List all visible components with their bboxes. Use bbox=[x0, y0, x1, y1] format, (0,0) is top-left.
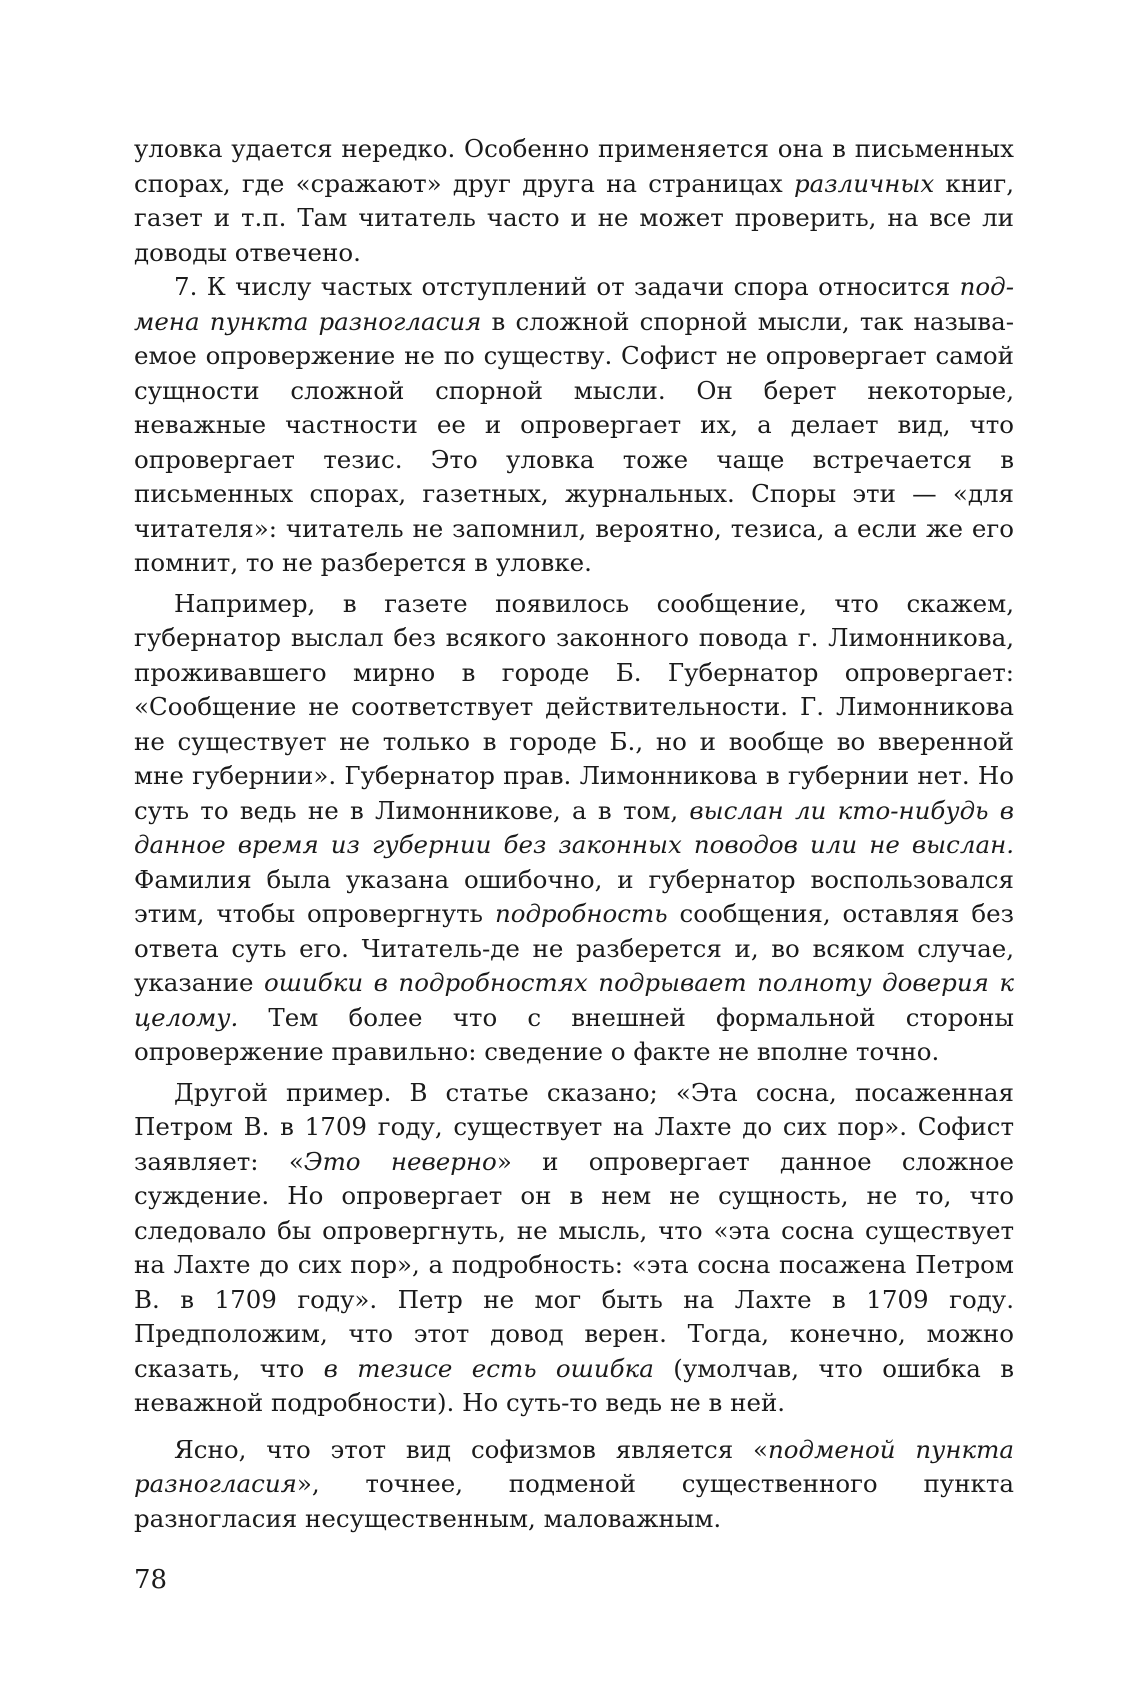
paragraph-3 bbox=[134, 587, 1014, 1070]
paragraph-5 bbox=[134, 1433, 1014, 1537]
run: (умолчав, что ошибка в неважной подробности). Но суть-то ведь не в ней. bbox=[134, 1353, 1014, 1417]
run-italic: подменой пункта разногласия bbox=[134, 1434, 1014, 1498]
run-italic: Это неверно bbox=[303, 1146, 497, 1176]
run: сообщения, оставляя без ответа суть его. Читатель-де не разберется и, во всяком случае, указание bbox=[134, 899, 1014, 997]
run: уловка удается нередко. Особенно применяется она в письменных спорах, где «сражают» друг друга на страницах bbox=[134, 134, 1014, 198]
run: книг, газет и т.п. Там читатель часто и не может проверить, на все ли доводы отвечено. bbox=[134, 168, 1014, 267]
run-italic: ошибки в подробностях подрывает полноту доверия к целому. bbox=[134, 968, 1014, 1032]
run: 7. К числу частых отступлений от задачи спора относится bbox=[174, 272, 960, 301]
run-italic: подробность bbox=[494, 899, 668, 928]
run-italic: различных bbox=[793, 168, 935, 198]
run-italic: в тезисе есть ошибка bbox=[323, 1353, 654, 1383]
run-italic: подмена пункта разногласия bbox=[134, 272, 1014, 336]
run-italic: выслан ли кто-нибудь в данное время из губернии без законных поводов или не выслан. bbox=[134, 795, 1014, 859]
run: Тем более что с внешней формальной стороны опровержение правильно: сведение о факте не вполне точно. bbox=[134, 1002, 1014, 1066]
run: » и опровергает данное сложное суждение. Но опровергает он в нем не сущность, не то, что следовало бы опровергнуть, не мысль, что «эта сосна существует на Лахте до сих пор», а подробность: «эта сосна посажена Петром В. в 1709 году». Петр не мог быть на Лахте в 1709 году. Предположим, что этот довод верен. Тогда, конечно, можно сказать, что bbox=[134, 1146, 1014, 1383]
run: Например, в газете появилось сообщение, что скажем, губернатор выслал без всякого законного повода г. Лимонникова, проживавшего мирно в городе Б. Губернатор опровергает: «Сообщение не соответствует действительности. Г. Лимонникова не существует не только в городе Б., но и вообще во вверенной мне губернии». Губернатор прав. Лимонникова в губернии нет. Но суть то ведь не в Лимонникове, а в том, bbox=[134, 588, 1014, 825]
run: в сложной спорной мысли, так называемое опровержение не по существу. Софист не опровергает самой сущности сложной спорной мысли. Он берет некоторые, неважные частности ее и опровергает их, а делает вид, что опровергает тезис. Это уловка тоже чаще встречается в письменных спорах, газетных, журнальных. Споры эти — «для читателя»: читатель не запомнил, вероятно, тезиса, а если же его помнит, то не разберется в уловке. bbox=[134, 306, 1014, 577]
run: Фамилия была указана ошибочно, и губернатор воспользовался этим, чтобы опровергнуть bbox=[134, 864, 1014, 928]
paragraph-2 bbox=[134, 270, 1014, 581]
run: Другой пример. В статье сказано; «Эта сосна, посаженная Петром В. в 1709 году, существует на Лахте до сих пор». Софист заявляет: « bbox=[134, 1077, 1014, 1176]
paragraph-4 bbox=[134, 1076, 1014, 1421]
run: Ясно, что этот вид софизмов является « bbox=[174, 1434, 769, 1464]
page-number: 78 bbox=[134, 1565, 168, 1595]
paragraph-1 bbox=[134, 132, 1014, 270]
run: », точнее, подменой существенного пункта разногласия несущественным, маловажным. bbox=[134, 1469, 1014, 1533]
page-body bbox=[134, 132, 1014, 1536]
